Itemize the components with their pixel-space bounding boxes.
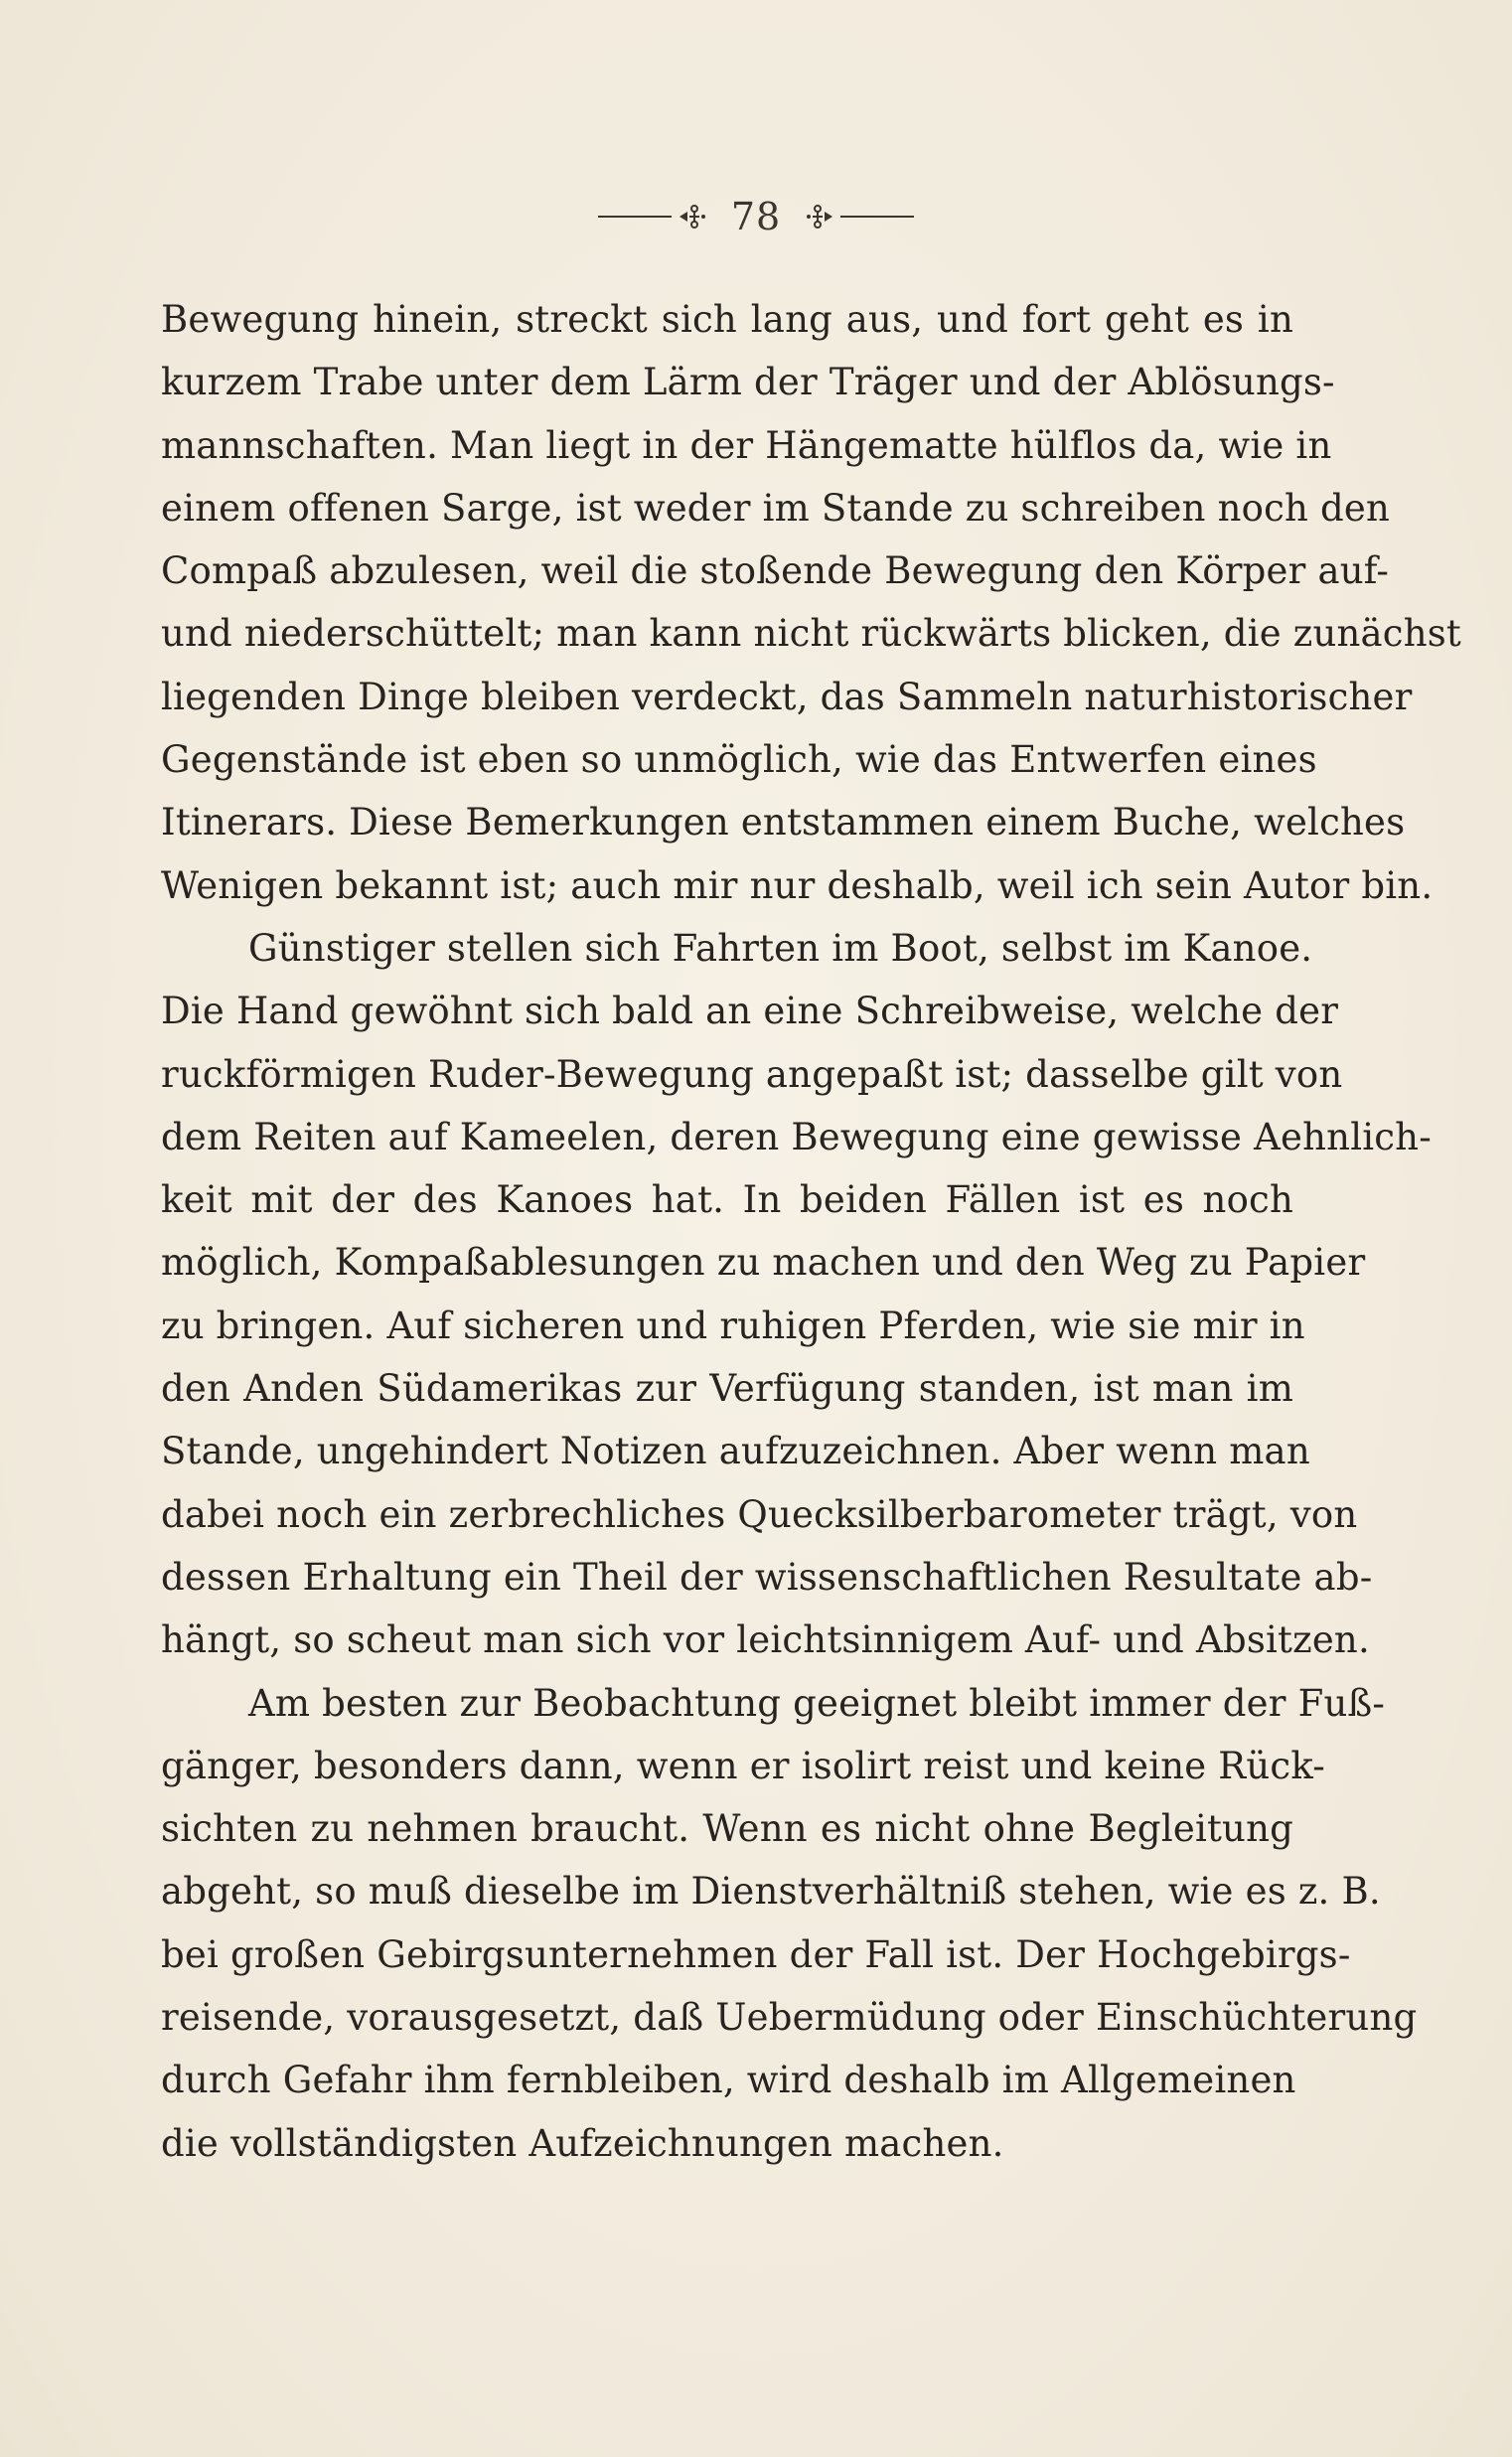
text-line: die vollständigsten Aufzeichnungen machen. (161, 2121, 1004, 2165)
text-line: kurzem Trabe unter dem Lärm der Träger und der Ablösungs- (161, 361, 1335, 404)
header-rule-left (598, 216, 672, 218)
text-line: und niederschüttelt; man kann nicht rückwärts blicken, die zunächst (161, 612, 1461, 656)
text-line: Stande, ungehindert Notizen aufzuzeichnen. Aber wenn man (161, 1430, 1310, 1473)
text-line: Bewegung hinein, streckt sich lang aus, und fort geht es in (161, 298, 1293, 341)
text-line: Compaß abzulesen, weil die stoßende Bewegung den Körper auf- (161, 549, 1390, 593)
text-line: mannschaften. Man liegt in der Hängematte hülflos da, wie in (161, 423, 1332, 467)
text-line: den Anden Südamerikas zur Verfügung standen, ist man im (161, 1367, 1293, 1411)
text-line: Gegenstände ist eben so unmöglich, wie das Entwerfen eines (161, 738, 1317, 782)
text-line: sichten zu nehmen braucht. Wenn es nicht ohne Begleitung (161, 1807, 1293, 1851)
text-line: dem Reiten auf Kameelen, deren Bewegung eine gewisse Aehnlich- (161, 1115, 1432, 1158)
text-line: ruckförmigen Ruder-Bewegung angepaßt ist; dasselbe gilt von (161, 1052, 1343, 1096)
header-rule-right (840, 216, 914, 218)
ornament-flourish-icon (678, 200, 707, 233)
text-line: Am besten zur Beobachtung geeignet bleibt immer der Fuß- (248, 1681, 1386, 1725)
text-line: Wenigen bekannt ist; auch mir nur deshalb, weil ich sein Autor bin. (161, 863, 1434, 907)
text-line: reisende, vorausgesetzt, daß Uebermüdung oder Einschüchterung (161, 1996, 1418, 2040)
text-line: Die Hand gewöhnt sich bald an eine Schreibweise, welche der (161, 990, 1339, 1033)
text-line: hängt, so scheut man sich vor leichtsinnigem Auf- und Absitzen. (161, 1618, 1370, 1662)
text-line: dabei noch ein zerbrechliches Quecksilberbarometer trägt, von (161, 1492, 1358, 1536)
page-header (0, 189, 1512, 244)
text-line: liegenden Dinge bleiben verdeckt, das Sammeln naturhistorischer (161, 675, 1413, 718)
text-line: zu bringen. Auf sicheren und ruhigen Pferden, wie sie mir in (161, 1304, 1305, 1347)
page-body-text (161, 288, 1461, 2175)
text-line: bei großen Gebirgsunternehmen der Fall ist. Der Hochgebirgs- (161, 1932, 1351, 1976)
text-line: möglich, Kompaßablesungen zu machen und den Weg zu Papier (161, 1241, 1366, 1285)
text-line: Itinerars. Diese Bemerkungen entstammen einem Buche, welches (161, 801, 1406, 845)
ornament-flourish-icon (805, 200, 834, 233)
text-line: keit mit der des Kanoes hat. In beiden Fällen ist es noch (161, 1178, 1293, 1222)
text-line: durch Gefahr ihm fernbleiben, wird deshalb im Allgemeinen (161, 2059, 1296, 2102)
text-line: abgeht, so muß dieselbe im Dienstverhältniß stehen, wie es z. B. (161, 1870, 1381, 1914)
text-line: einem offenen Sarge, ist weder im Stande zu schreiben noch den (161, 486, 1390, 530)
text-line: Günstiger stellen sich Fahrten im Boot, selbst im Kanoe. (248, 926, 1313, 970)
text-line: dessen Erhaltung ein Theil der wissenschaftlichen Resultate ab- (161, 1555, 1373, 1599)
page-number: 78 (730, 195, 782, 238)
text-line: gänger, besonders dann, wenn er isolirt reist und keine Rück- (161, 1744, 1325, 1787)
